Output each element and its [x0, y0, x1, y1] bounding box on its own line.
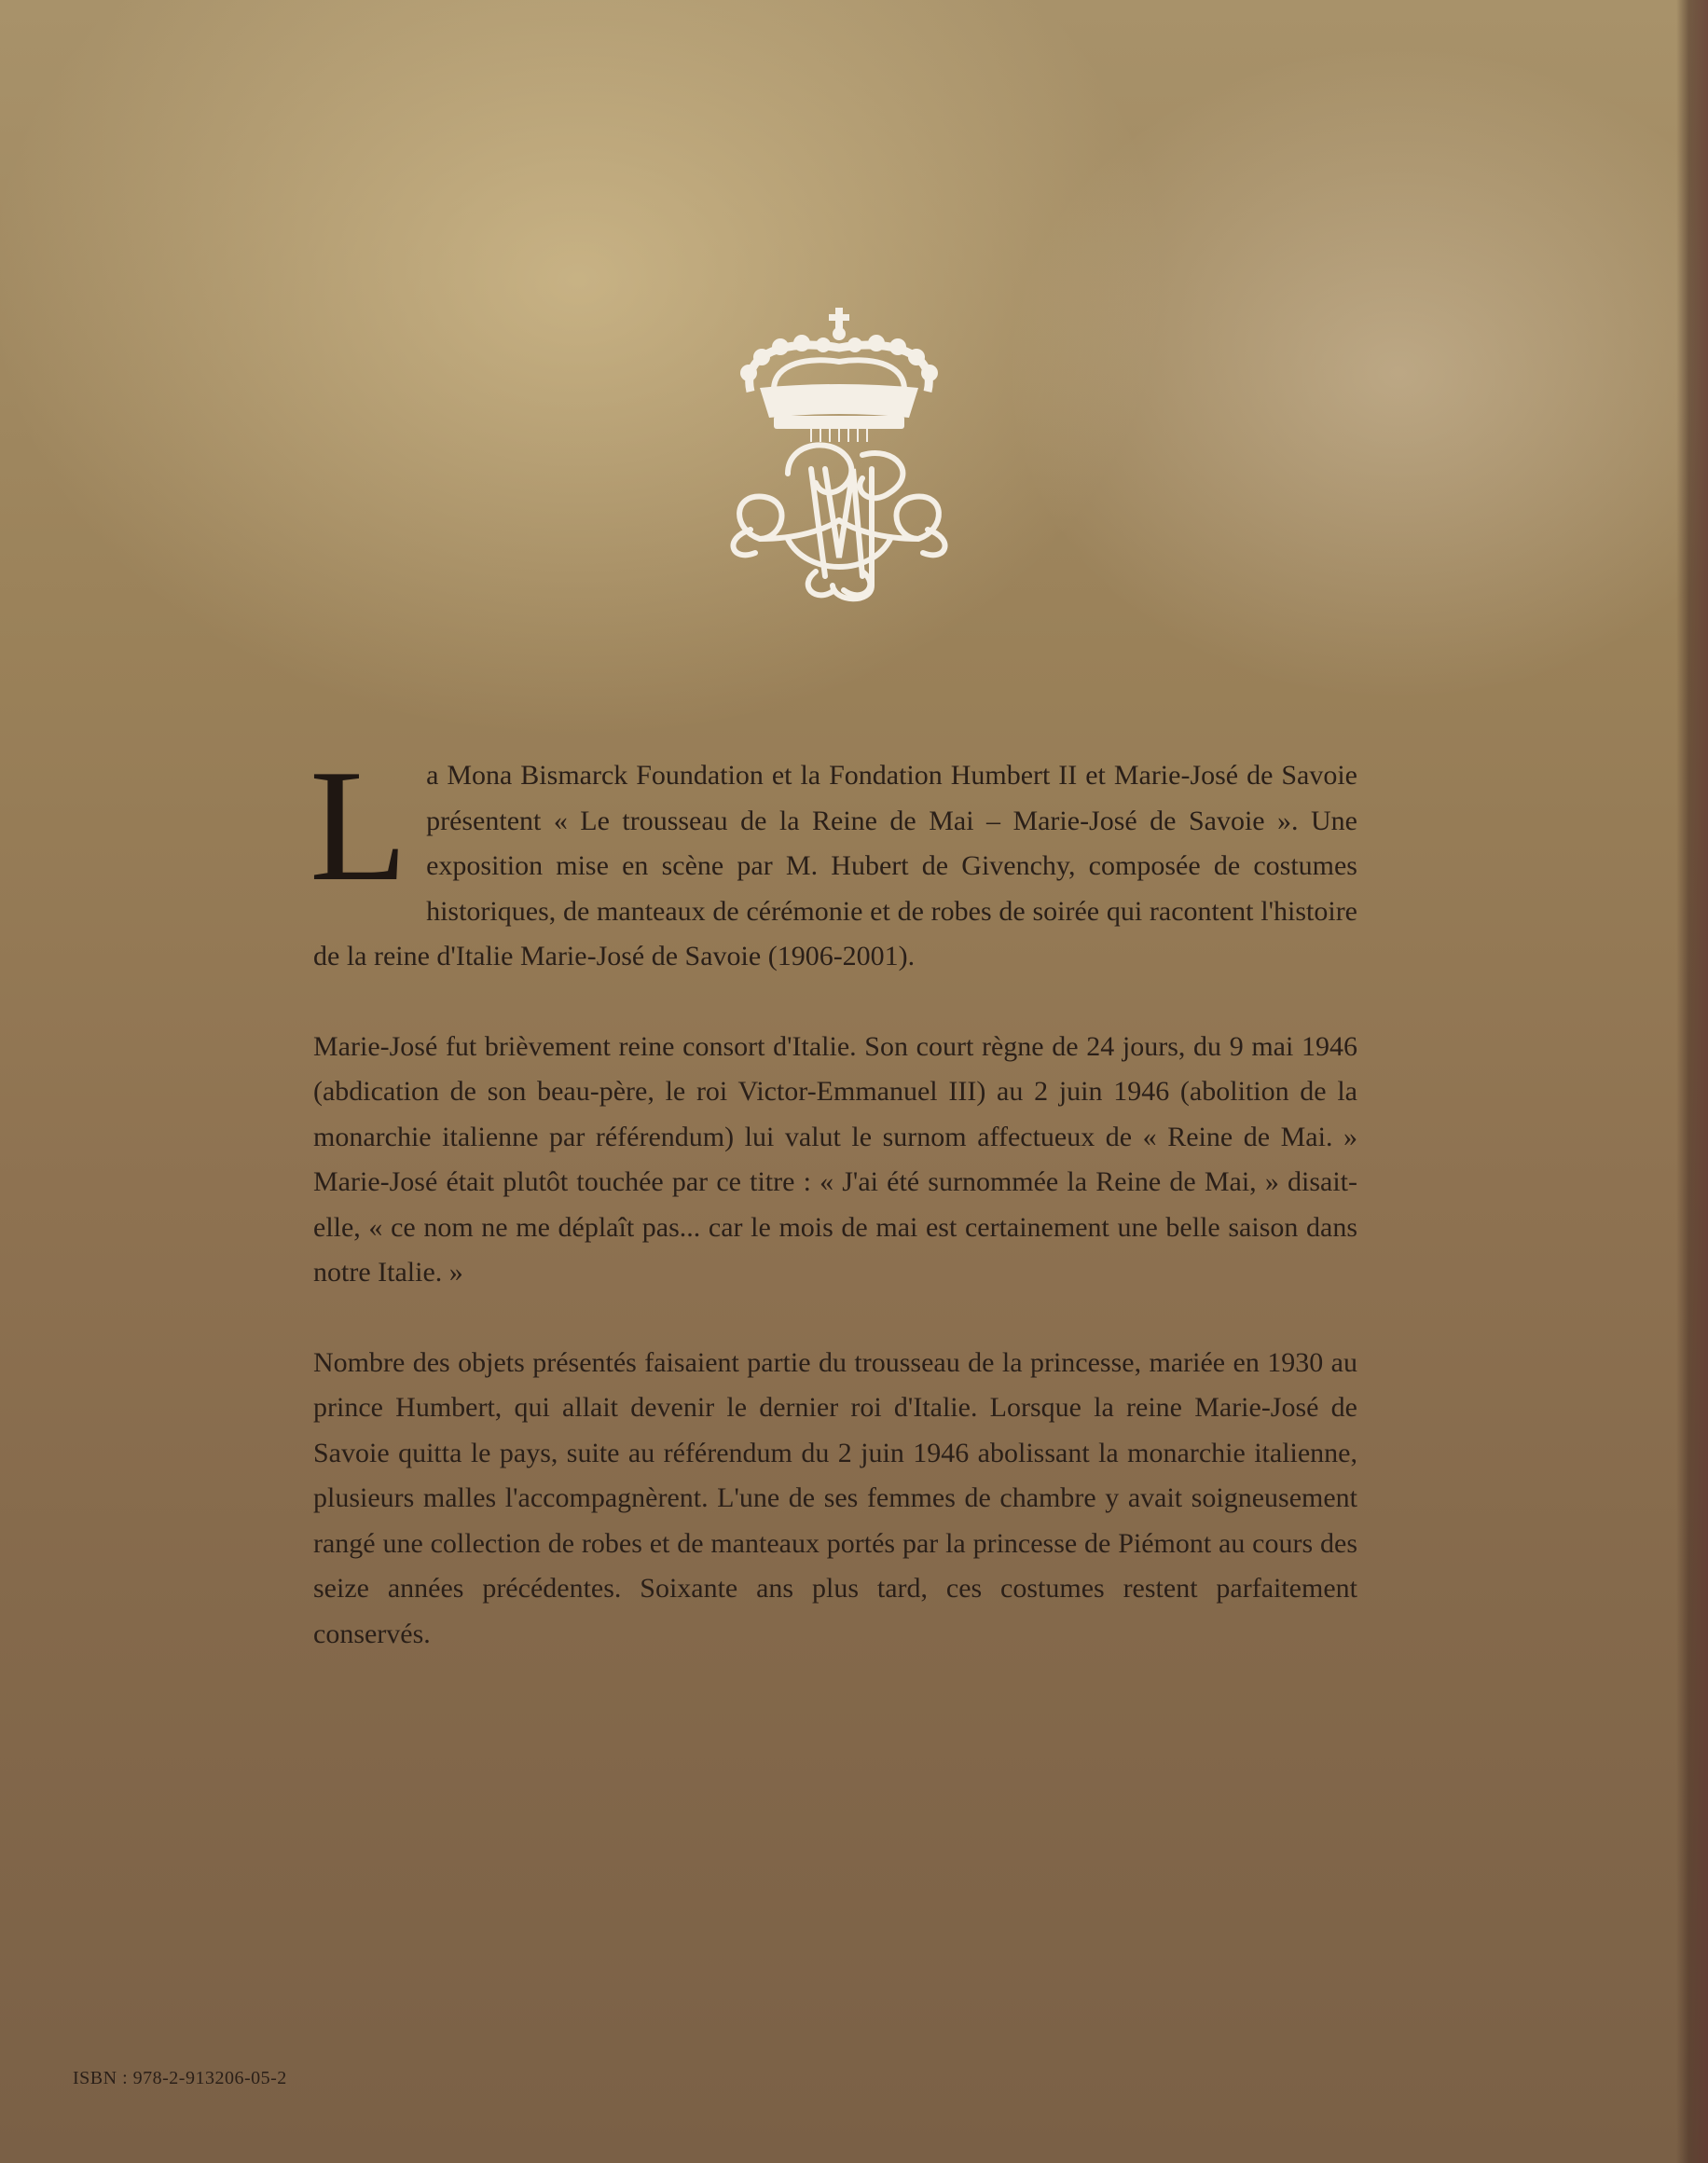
- isbn-label: ISBN : 978-2-913206-05-2: [73, 2068, 287, 2088]
- intro-paragraph: [310, 737, 1357, 980]
- drop-cap: L: [310, 737, 408, 915]
- paragraph-trousseau: Nombre des objets présentés faisaient partie du trousseau de la princesse, mariée en 1930 au prince Humbert, qui allait devenir le dernier roi d'Italie. Lorsque la reine Marie-José de Savoie quitta le pays, suite au référendum du 2 juin 1946 abolissant la monarchie italienne, plusieurs malles l'accompagnèrent. L'une de ses femmes de chambre y avait soigneusement rangé une collection de robes et de manteaux portés par la princesse de Piémont au cours des seize années précédentes. Soixante ans plus tard, ces costumes restent parfaitement conservés.: [313, 1346, 1357, 1649]
- book-spine-edge: [1676, 0, 1708, 2163]
- intro-text: a Mona Bismarck Foundation et la Fondation Humbert II et Marie-José de Savoie présentent « Le trousseau de la Reine de Mai – Marie-José de Savoie ». Une exposition mise en scène par M. Hubert de Givenchy, composée de costumes historiques, de manteaux de cérémonie et de robes de soirée qui racontent l'histoire de la reine d'Italie Marie-José de Savoie (1906-2001).: [313, 760, 1357, 971]
- paragraph-reign: Marie-José fut brièvement reine consort d'Italie. Son court règne de 24 jours, du 9 mai 1946 (abdication de son beau-père, le roi Victor-Emmanuel III) au 2 juin 1946 (abolition de la monarchie italienne par référendum) lui valut le surnom affectueux de « Reine de Mai. » Marie-José était plutôt touchée par ce titre : « J'ai été surnommée la Reine de Mai, » disait-elle, « ce nom ne me déplaît pas... car le mois de mai est certainement une belle saison dans notre Italie. »: [313, 1030, 1357, 1288]
- crowned-monogram-icon: [723, 306, 956, 604]
- description-text: [310, 737, 1357, 1701]
